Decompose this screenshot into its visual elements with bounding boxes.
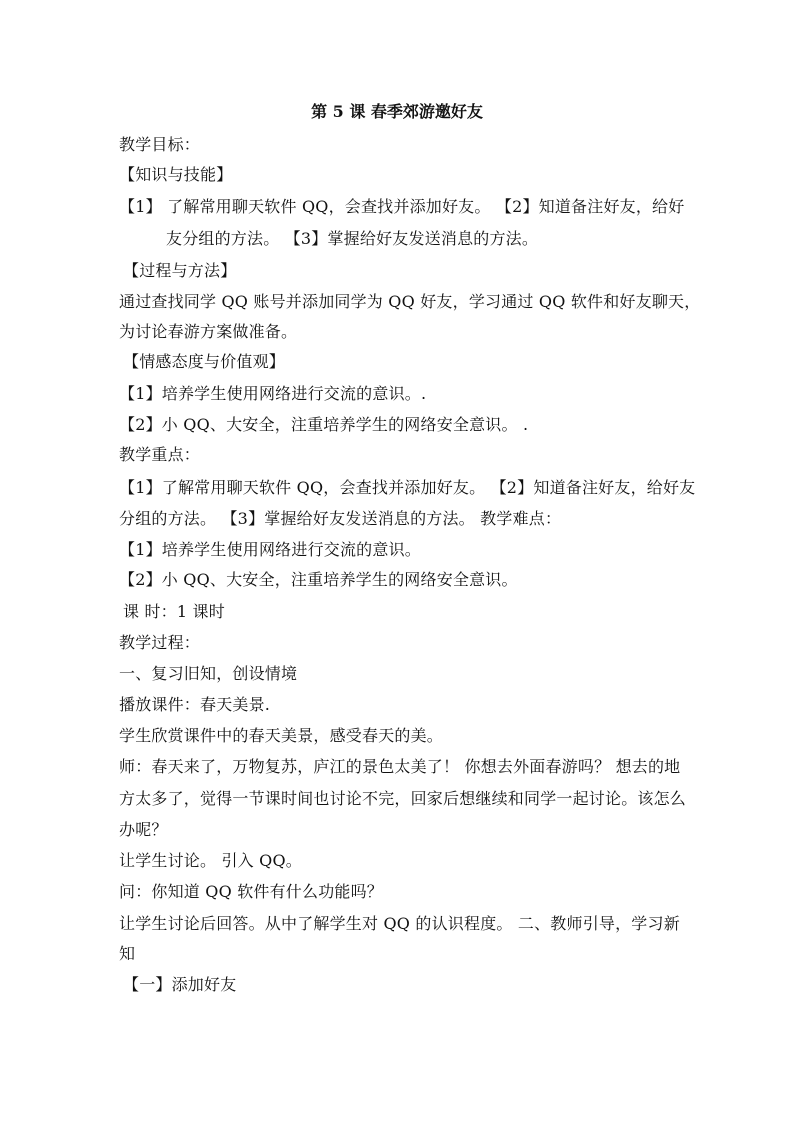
text-line-teaching-process: 教学过程： [119, 633, 201, 652]
text-line-key-point-1: 【1】了解常用聊天软件 QQ，会查找并添加好友。 【2】知道备注好友，给好友 [119, 478, 696, 497]
text-line-emotions-values: 【情感态度与价值观】 [123, 352, 286, 371]
text-line-section-1: 一、复习旧知，创设情境 [119, 664, 298, 683]
text-line-emotion-1: 【1】培养学生使用网络进行交流的意识。. [119, 384, 427, 403]
text-line-class-hours: 课 时：1 课时 [123, 602, 225, 621]
text-line-add-friend: 【一】添加好友 [123, 975, 237, 994]
text-line-emotion-2: 【2】小 QQ、大安全，注重培养学生的网络安全意识。 . [119, 415, 529, 434]
text-line-difficulty-1: 【1】培养学生使用网络进行交流的意识。 [119, 540, 421, 559]
text-line-knowledge-skills: 【知识与技能】 [119, 165, 233, 184]
text-line-teaching-goals: 教学目标： [119, 135, 201, 154]
text-line-play-courseware: 播放课件：春天美景. [119, 695, 271, 714]
text-line-teacher-1: 师：春天来了，万物复苏，庐江的景色太美了！ 你想去外面春游吗？ 想去的地 [119, 757, 681, 776]
text-line-teacher-2: 方太多了，觉得一节课时间也讨论不完，回家后想继续和同学一起讨论。该怎么 [119, 789, 687, 808]
text-line-key-point-2: 分组的方法。 【3】掌握给好友发送消息的方法。 教学难点： [119, 509, 562, 528]
text-line-process-1: 通过查找同学 QQ 账号并添加同学为 QQ 好友，学习通过 QQ 软件和好友聊天， [119, 292, 701, 311]
text-line-goal-1: 【1】 了解常用聊天软件 QQ，会查找并添加好友。 【2】知道备注好友，给好 [119, 197, 685, 216]
text-line-answer-2: 知 [119, 944, 136, 963]
text-line-students-enjoy: 学生欣赏课件中的春天美景，感受春天的美。 [119, 726, 444, 745]
text-line-difficulty-2: 【2】小 QQ、大安全，注重培养学生的网络安全意识。 [119, 570, 518, 589]
text-line-goal-1-cont: 友分组的方法。 【3】掌握给好友发送消息的方法。 [166, 229, 539, 248]
text-line-key-points: 教学重点： [119, 445, 201, 464]
text-line-process-2: 为讨论春游方案做准备。 [119, 322, 298, 341]
lesson-title: 第 5 课 春季郊游邀好友 [311, 102, 483, 121]
text-line-discussion: 让学生讨论。 引入 QQ。 [119, 851, 303, 870]
text-line-question: 问：你知道 QQ 软件有什么功能吗？ [119, 882, 384, 901]
text-line-teacher-3: 办呢？ [119, 820, 168, 839]
text-line-answer-1: 让学生讨论后回答。从中了解学生对 QQ 的认识程度。 二、教师引导，学习新 [119, 914, 680, 933]
text-line-process-methods: 【过程与方法】 [123, 261, 237, 280]
